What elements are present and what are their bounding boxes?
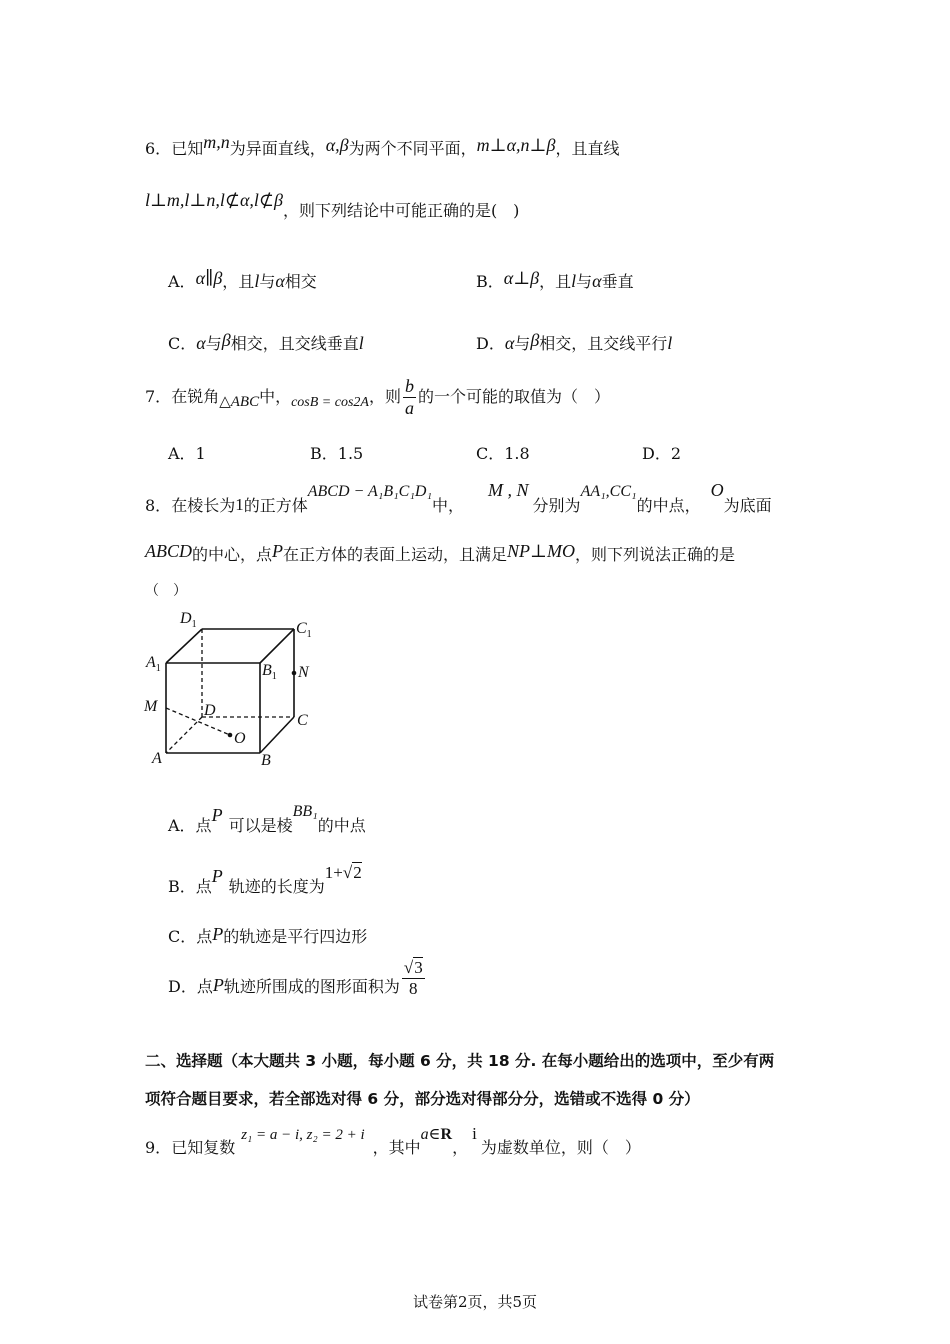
- q7-stem: 7．在锐角△ABC中，cosB = cos2A，则 $\frac{b}{a}$ 的一个可能的取值为（ ）: [145, 376, 610, 418]
- q9-stem: 9．已知复数z₁ = a − i, z₂ = 2 + i，其中a∈R，i为虚数单位，则（ ）: [145, 1124, 641, 1157]
- hidden-edge-d-a: [166, 717, 202, 753]
- edge-a1-d1: [166, 629, 202, 663]
- q7-option-d: D．2: [642, 444, 682, 463]
- label-m: M: [144, 698, 158, 715]
- q6-option-b: B．α⊥β，且l与α垂直: [476, 268, 634, 291]
- point-n: [292, 671, 297, 676]
- q6-option-c: C．α与β相交，且交线垂直l: [168, 330, 364, 353]
- sqrt3-over-8-fraction: $\frac{√3}{8}$: [403, 958, 423, 998]
- q6-option-a: A．α∥β，且l与α相交: [168, 268, 317, 291]
- section-2-instructions: 项符合题目要求，若全部选对得 6 分，部分选对得部分分，选错或不选得 0 分）: [145, 1090, 700, 1108]
- section-2-heading: 二、选择题（本大题共 3 小题，每小题 6 分，共 18 分. 在每小题给出的选项中，至少有两: [145, 1052, 775, 1070]
- q8-option-a: A．点P可以是棱BB₁的中点: [168, 803, 366, 835]
- label-b1: $B_1$: [262, 662, 277, 682]
- q8-line3: （ ）: [145, 583, 187, 599]
- label-n: N: [298, 664, 309, 681]
- label-c: C: [297, 712, 308, 729]
- q8-line1: 8．在棱长为1的正方体ABCD − A₁B₁C₁D₁中，M , N分别为AA₁,CC₁的中点，O为底面: [145, 480, 772, 515]
- point-o: [228, 733, 233, 738]
- page-footer: 试卷第2页，共5页: [412, 1293, 538, 1311]
- label-d1: $D_1$: [180, 610, 197, 630]
- edge-c-b: [260, 717, 294, 753]
- q7-option-a: A．1: [168, 444, 206, 463]
- sqrt-symbol: √: [403, 958, 414, 977]
- q8-option-d: D．点P轨迹所围成的图形面积为 $\frac{√3}{8}$: [168, 958, 423, 998]
- edge-c1-b1: [260, 629, 294, 663]
- q8-line2: ABCD的中心，点P在正方体的表面上运动，且满足NP⊥MO，则下列说法正确的是: [145, 541, 735, 564]
- q6-line1: 6．已知m,n为异面直线，α,β为两个不同平面，m⊥α,n⊥β，且直线: [145, 132, 620, 158]
- label-a: A: [152, 750, 162, 767]
- b-over-a-fraction: $\frac{b}{a}$: [404, 376, 414, 418]
- q6-option-d: D．α与β相交，且交线平行l: [476, 330, 673, 353]
- label-b: B: [261, 752, 271, 769]
- q7-option-b: B．1.5: [310, 444, 364, 463]
- label-a1: $A_1$: [146, 654, 161, 674]
- q7-option-c: C．1.8: [476, 444, 530, 463]
- q8-option-b: B．点P轨迹的长度为1+√2: [168, 863, 362, 896]
- sqrt-symbol: √: [342, 863, 353, 882]
- hidden-segment-m-o: [166, 708, 230, 735]
- q6-line2: l⊥m,l⊥n,l⊄α,l⊄β，则下列结论中可能正确的是( ): [145, 190, 520, 220]
- label-d: D: [204, 702, 216, 719]
- q8-option-c: C．点P的轨迹是平行四边形: [168, 924, 368, 946]
- cube-figure: [140, 605, 340, 775]
- label-o: O: [234, 730, 246, 747]
- label-c1: $C_1$: [296, 620, 312, 640]
